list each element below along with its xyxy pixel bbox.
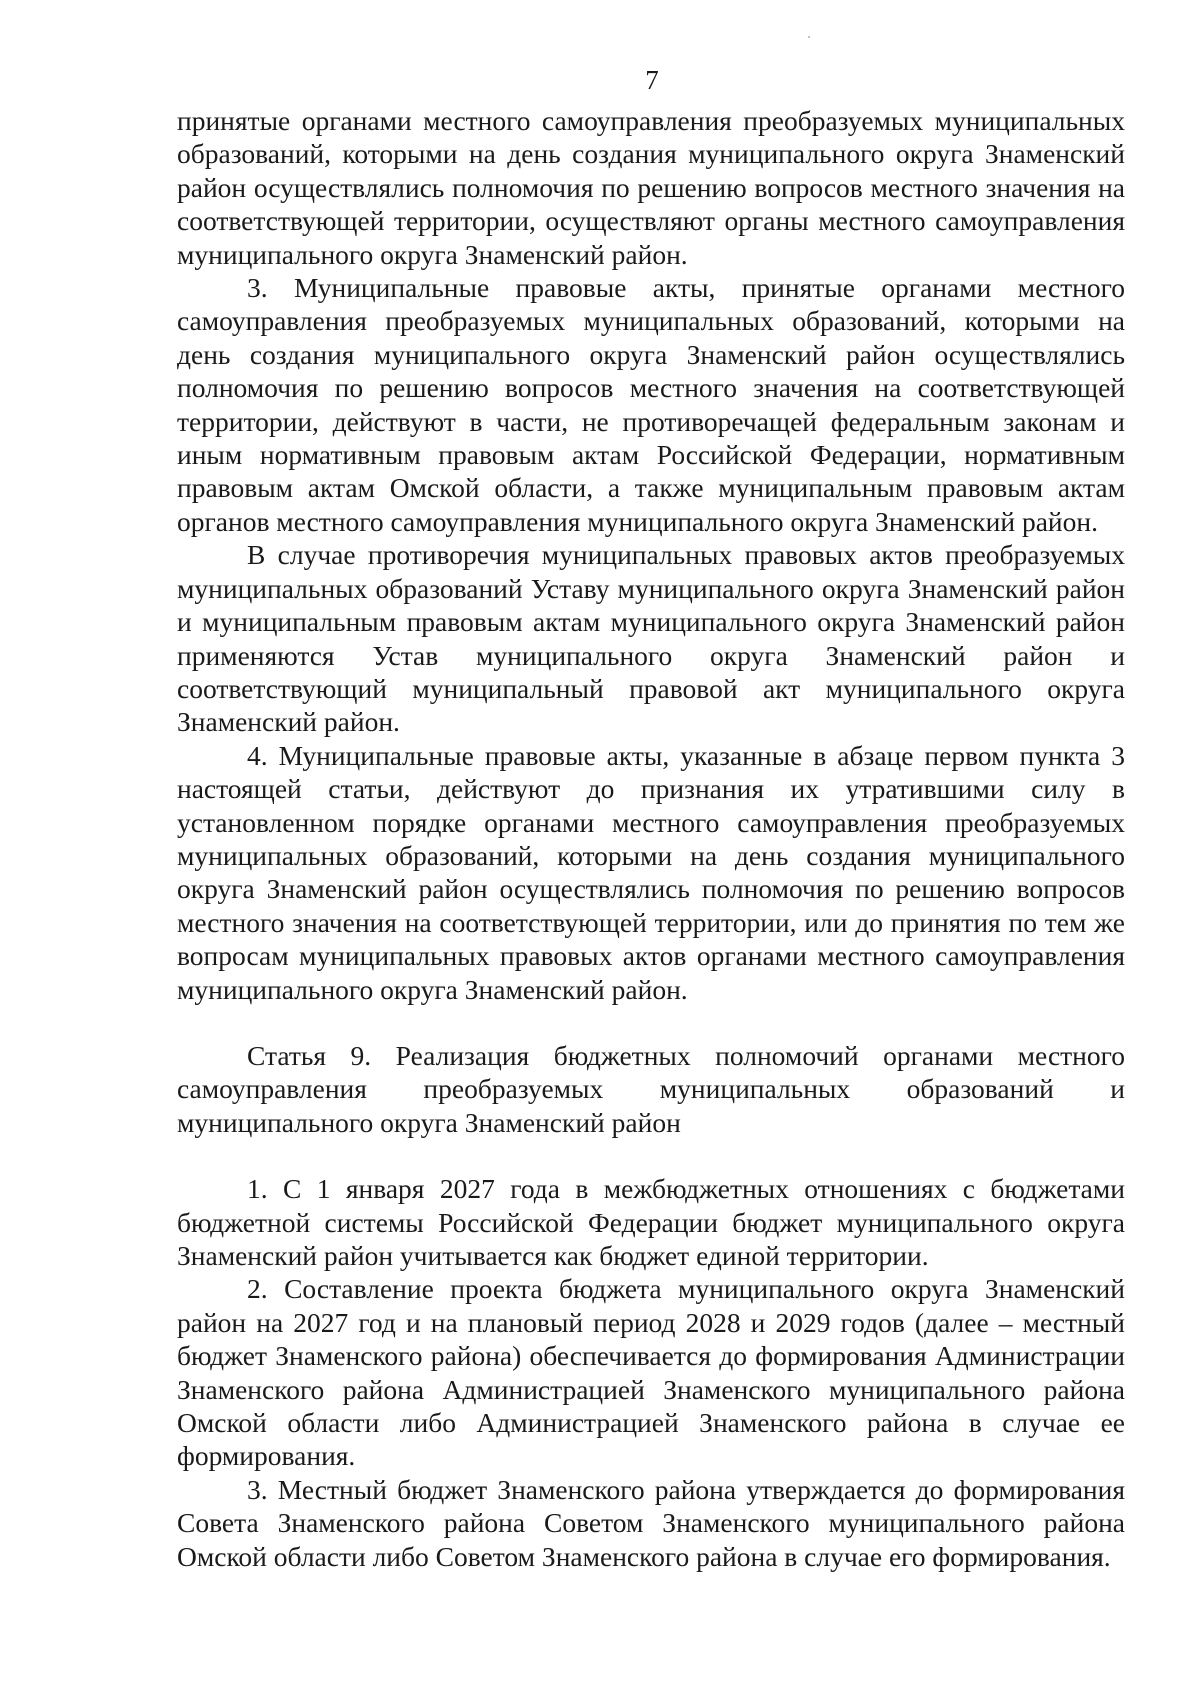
article-9-title: Статья 9. Реализация бюджетных полномочий органами местного самоуправления преобразуемых муниципальных образований и муниципального округа Знаменский район — [177, 1039, 1125, 1138]
paragraph-continuation: принятые органами местного самоуправления преобразуемых муниципальных образований, которыми на день создания муниципального округа Знаменский район осуществлялись полномочия по решению вопросов местного значения на соответствующей территории, осуществляют органы местного самоуправления муниципального округа Знаменский район. — [177, 105, 1125, 270]
document-body — [177, 104, 1125, 1573]
paragraph-item-3: 3. Муниципальные правовые акты, принятые органами местного самоуправления преобразуемых муниципальных образований, которыми на день создания муниципального округа Знаменский район осуществлялись полномочия по решению вопросов местного значения на соответствующей территории, действуют в части, не противоречащей федеральным законам и иным нормативным правовым актам Российской Федерации, нормативным правовым актам Омской области, а также муниципальным правовым актам органов местного самоуправления муниципального округа Знаменский район. — [177, 272, 1125, 537]
paragraph-item-4: 4. Муниципальные правовые акты, указанные в абзаце первом пункта 3 настоящей статьи, действуют до признания их утратившими силу в установленном порядке органами местного самоуправления преобразуемых муниципальных образований, которыми на день создания муниципального округа Знаменский район осуществлялись полномочия по решению вопросов местного значения на соответствующей территории, или до принятия по тем же вопросам муниципальных правовых актов органами местного самоуправления муниципального округа Знаменский район. — [177, 739, 1125, 1005]
scan-artifact — [808, 36, 810, 38]
page-number: 7 — [645, 65, 659, 95]
article-9-item-2: 2. Составление проекта бюджета муниципального округа Знаменский район на 2027 год и на плановый период 2028 и 2029 годов (далее – местный бюджет Знаменского района) обеспечивается до формирования Администрации Знаменского района Администрацией Знаменского муниципального района Омской области либо Администрацией Знаменского района в случае ее формирования. — [177, 1273, 1125, 1472]
article-9-item-1: 1. С 1 января 2027 года в межбюджетных отношениях с бюджетами бюджетной системы Российской Федерации бюджет муниципального округа Знаменский район учитывается как бюджет единой территории. — [177, 1173, 1125, 1271]
article-9-item-3: 3. Местный бюджет Знаменского района утверждается до формирования Совета Знаменского района Советом Знаменского муниципального района Омской области либо Советом Знаменского района в случае его формирования. — [177, 1473, 1125, 1572]
paragraph-contradiction: В случае противоречия муниципальных правовых актов преобразуемых муниципальных образований Уставу муниципального округа Знаменский район и муниципальным правовым актам муниципального округа Знаменский район применяются Устав муниципального округа Знаменский район и соответствующий муниципальный правовой акт муниципального округа Знаменский район. — [177, 539, 1125, 738]
